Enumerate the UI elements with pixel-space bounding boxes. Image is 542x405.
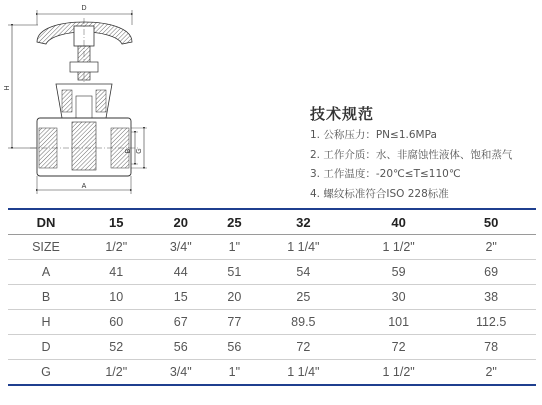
table-row (8, 360, 536, 386)
header-cell: 20 (148, 209, 212, 235)
table-cell: 67 (148, 310, 212, 335)
table-row (8, 235, 536, 260)
table-header-row (8, 209, 536, 235)
dimension-a (37, 176, 131, 194)
table-row (8, 310, 536, 335)
table-cell: 77 (213, 310, 256, 335)
table-cell: 15 (148, 285, 212, 310)
table-cell: 44 (148, 260, 212, 285)
header-cell: 50 (446, 209, 536, 235)
table-cell: 1 1/2" (351, 235, 446, 260)
table-cell: 1/2" (84, 235, 148, 260)
table-cell: 78 (446, 335, 536, 360)
dim-h-label: H (4, 85, 11, 91)
table-cell: 54 (256, 260, 351, 285)
table-cell: 89.5 (256, 310, 351, 335)
table-cell: 10 (84, 285, 148, 310)
spec-item: 4. 螺纹标准符合ISO 228标准 (310, 187, 449, 200)
table-cell: 1 1/4" (256, 360, 351, 386)
header-cell: 25 (213, 209, 256, 235)
table-cell: 72 (256, 335, 351, 360)
dimension-h (4, 25, 38, 148)
table-cell: 101 (351, 310, 446, 335)
table-cell: 69 (446, 260, 536, 285)
table-cell: 52 (84, 335, 148, 360)
table-row (8, 260, 536, 285)
spec-item: 2. 工作介质：水、非腐蚀性液体、饱和蒸气 (310, 148, 513, 161)
row-label: SIZE (8, 235, 84, 260)
dim-b-label: B (125, 148, 132, 154)
table-row (8, 285, 536, 310)
table-cell: 1 1/2" (351, 360, 446, 386)
table-cell: 72 (351, 335, 446, 360)
spec-title: 技术规范 (310, 105, 375, 123)
row-label: G (8, 360, 84, 386)
table-cell: 2" (446, 235, 536, 260)
table-cell: 1 1/4" (256, 235, 351, 260)
table-cell: 2" (446, 360, 536, 386)
spec-list (310, 126, 512, 204)
table-cell: 59 (351, 260, 446, 285)
dim-d-label: D (81, 5, 87, 12)
table-row (8, 335, 536, 360)
table-cell: 1" (213, 360, 256, 386)
header-cell: 32 (256, 209, 351, 235)
row-label: A (8, 260, 84, 285)
valve-drawing (0, 0, 180, 205)
table-cell: 38 (446, 285, 536, 310)
table-cell: 56 (148, 335, 212, 360)
table-cell: 3/4" (148, 235, 212, 260)
table-cell: 1" (213, 235, 256, 260)
valve-body (30, 118, 138, 176)
table-cell: 3/4" (148, 360, 212, 386)
header-cell: 15 (84, 209, 148, 235)
row-label: B (8, 285, 84, 310)
header-cell: DN (8, 209, 84, 235)
table-cell: 1/2" (84, 360, 148, 386)
table-cell: 51 (213, 260, 256, 285)
table-cell: 30 (351, 285, 446, 310)
table-cell: 56 (213, 335, 256, 360)
dim-g-label: G (136, 148, 143, 154)
dimension-table (8, 208, 536, 386)
header-cell: 40 (351, 209, 446, 235)
row-label: D (8, 335, 84, 360)
dim-a-label: A (81, 183, 87, 190)
row-label: H (8, 310, 84, 335)
table-cell: 112.5 (446, 310, 536, 335)
table-cell: 60 (84, 310, 148, 335)
table-cell: 41 (84, 260, 148, 285)
spec-item: 3. 工作温度：-20℃≤T≤110℃ (310, 168, 461, 180)
table-cell: 25 (256, 285, 351, 310)
spec-item: 1. 公称压力：PN≤1.6MPa (310, 129, 437, 141)
table-cell: 20 (213, 285, 256, 310)
